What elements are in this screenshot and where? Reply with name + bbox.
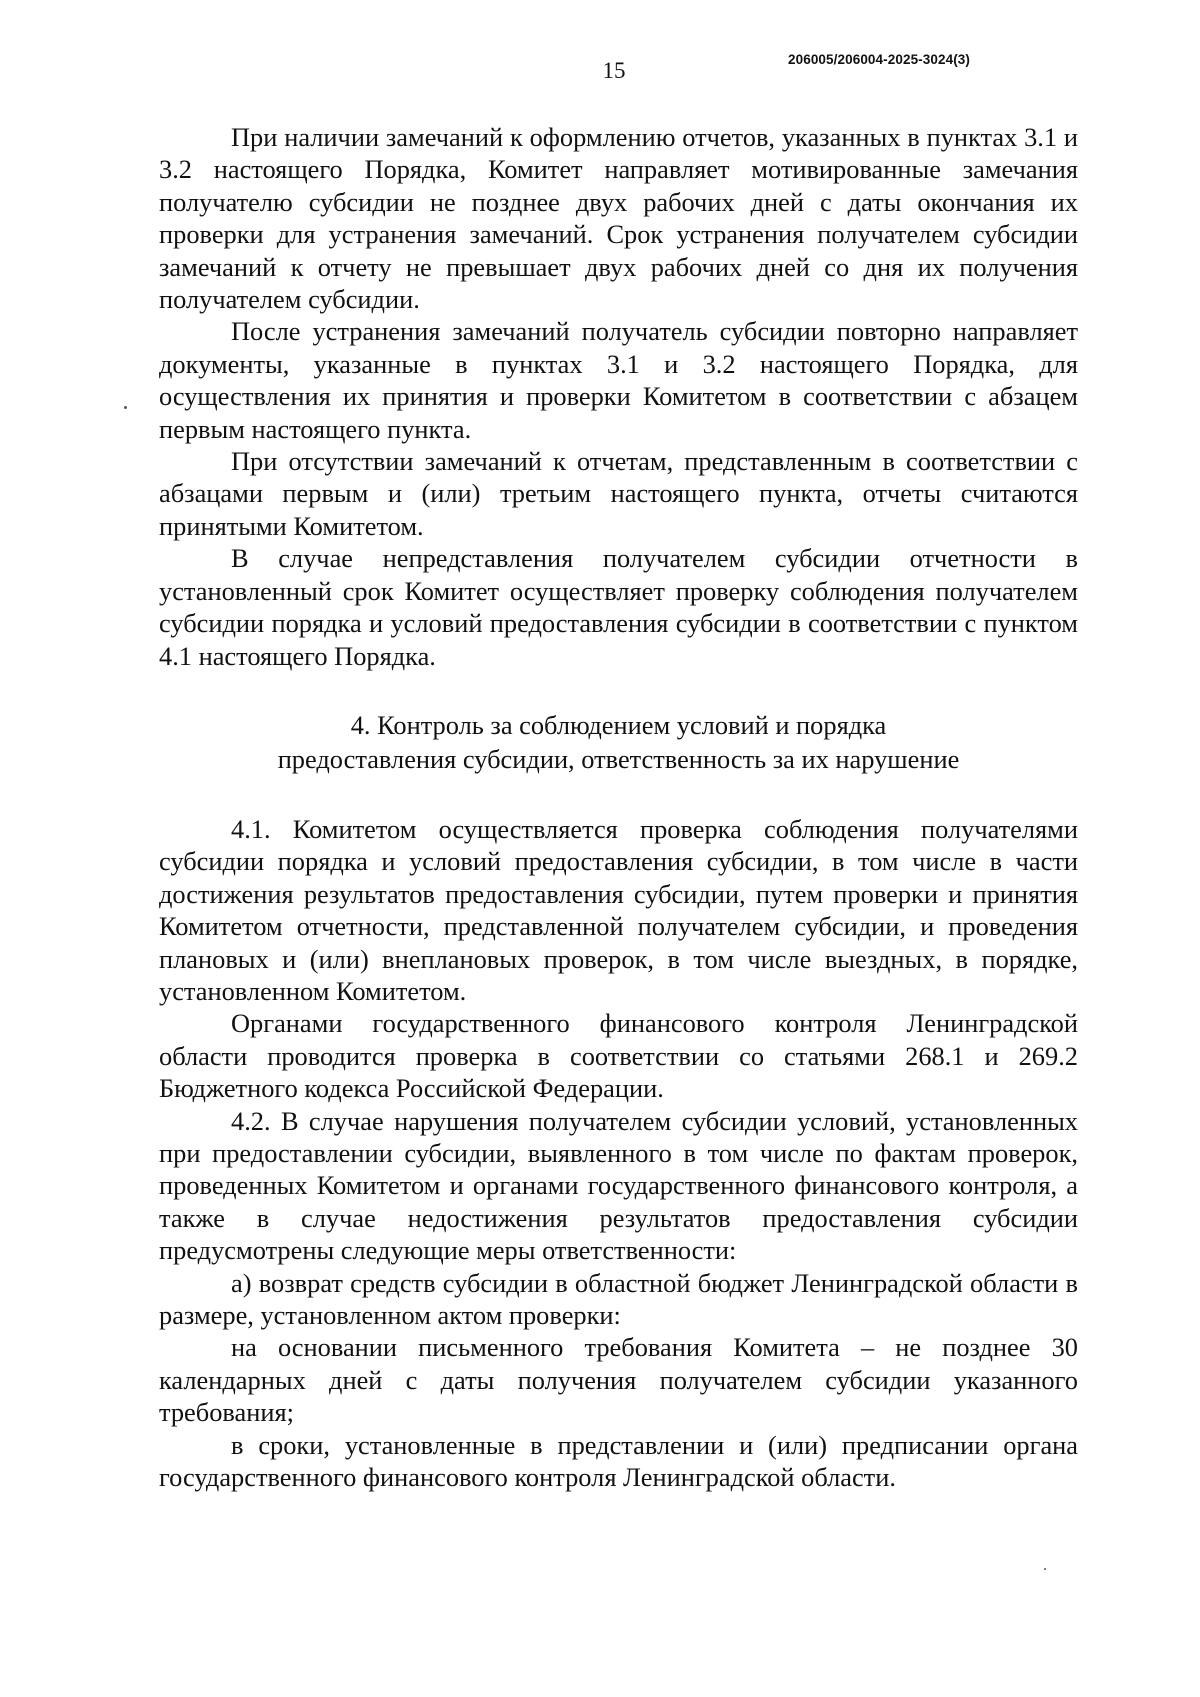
paragraph: При отсутствии замечаний к отчетам, представленным в соответствии с абзацами первым и (или) третьим настоящего пункта, отчеты считаются принятыми Комитетом.: [159, 446, 1078, 541]
page-number: 15: [602, 58, 626, 83]
section-heading: [159, 708, 1078, 776]
scan-speck: [1044, 1568, 1046, 1570]
paragraph: а) возврат средств субсидии в областной бюджет Ленинградской области в размере, установленном актом проверки:: [159, 1267, 1078, 1330]
paragraph: 4.2. В случае нарушения получателем субсидии условий, установленных при предоставлении субсидии, выявленного в том числе по фактам проверок, проведенных Комитетом и органами государственного финансового контроля, а также в случае недостижения результатов предоставления субсидии предусмотрены следующие меры ответственности:: [159, 1105, 1078, 1266]
document-body: [159, 121, 1078, 1493]
paragraph: на основании письменного требования Комитета – не позднее 30 календарных дней с даты получения получателем субсидии указанного требования;: [159, 1332, 1078, 1428]
section-heading-line: предоставления субсидии, ответственность за их нарушение: [277, 743, 960, 774]
scan-speck: [124, 406, 127, 409]
paragraph: После устранения замечаний получатель субсидии повторно направляет документы, указанные в пунктах 3.1 и 3.2 настоящего Порядка, для осуществления их принятия и проверки Комитетом в соответствии с абзацем первым настоящего пункта.: [159, 316, 1078, 444]
paragraph: в сроки, установленные в представлении и (или) предписании органа государственного финансового контроля Ленинградской области.: [159, 1429, 1078, 1493]
section-heading-line: 4. Контроль за соблюдением условий и порядка: [350, 709, 887, 740]
paragraph: В случае непредставления получателем субсидии отчетности в установленный срок Комитет осуществляет проверку соблюдения получателем субсидии порядка и условий предоставления субсидии в соответствии с пунктом 4.1 настоящего Порядка.: [159, 543, 1078, 671]
paragraph: При наличии замечаний к оформлению отчетов, указанных в пунктах 3.1 и 3.2 настоящего Порядка, Комитет направляет мотивированные замечания получателю субсидии не позднее двух рабочих дней с даты окончания их проверки для устранения замечаний. Срок устранения получателем субсидии замечаний к отчету не превышает двух рабочих дней со дня их получения получателем субсидии.: [159, 122, 1078, 315]
document-id: 206005/206004-2025-3024(3): [788, 52, 971, 67]
paragraph: 4.1. Комитетом осуществляется проверка соблюдения получателями субсидии порядка и условий предоставления субсидии, в том числе в части достижения результатов предоставления субсидии, путем проверки и принятия Комитетом отчетности, представленной получателем субсидии, и проведения плановых и (или) внеплановых проверок, в том числе выездных, в порядке, установленном Комитетом.: [159, 813, 1078, 1006]
paragraph: Органами государственного финансового контроля Ленинградской области проводится проверка в соответствии со статьями 268.1 и 269.2 Бюджетного кодекса Российской Федерации.: [159, 1008, 1078, 1104]
